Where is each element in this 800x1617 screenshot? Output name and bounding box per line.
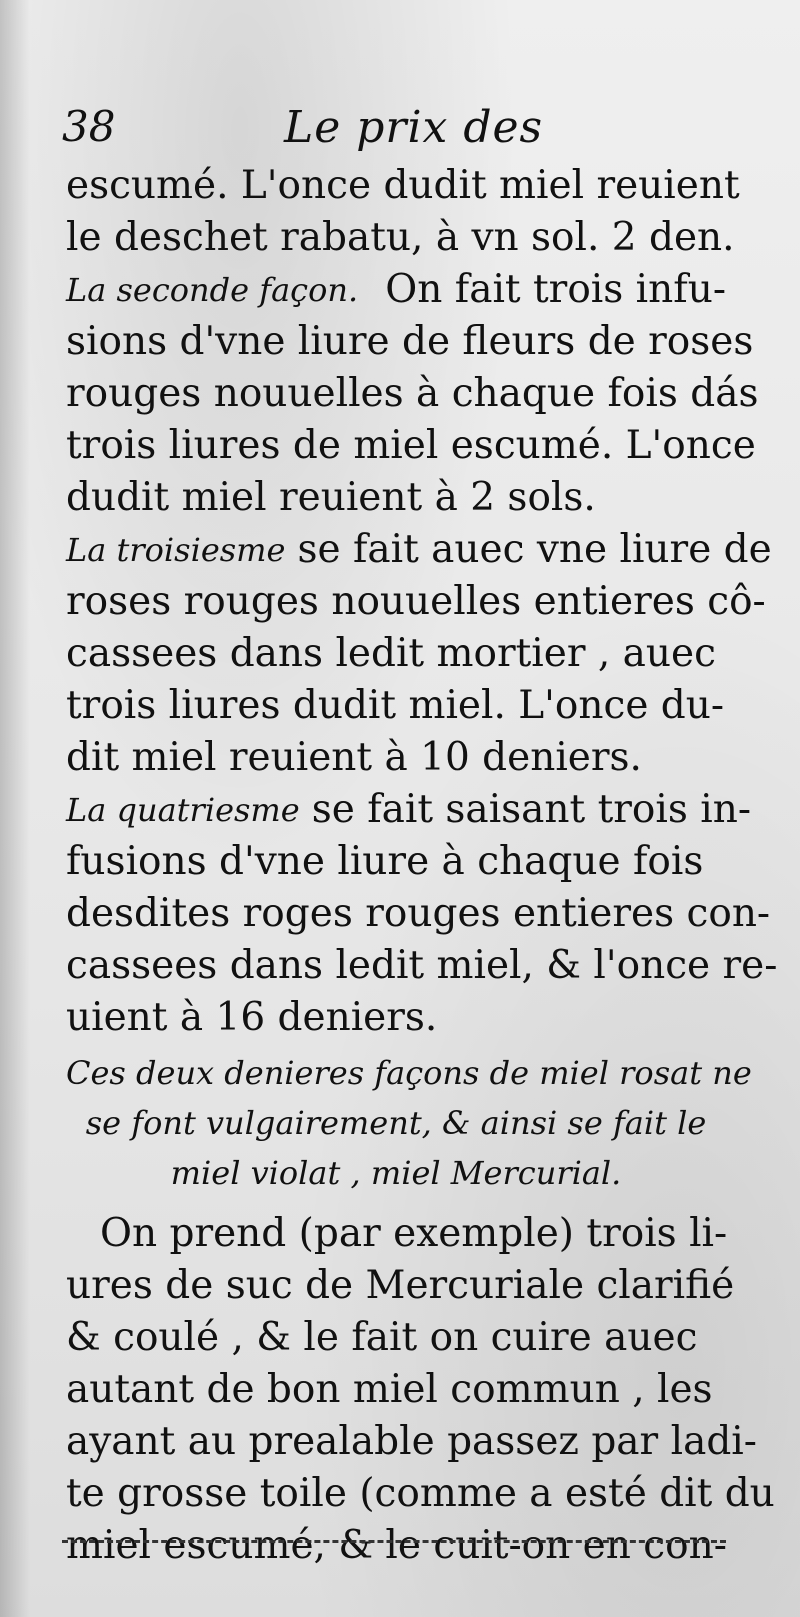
text-line-rest: On fait trois infu-: [385, 267, 726, 312]
text-line: sions d'vne liure de fleurs de roses: [66, 319, 754, 364]
main-text: [66, 160, 778, 1572]
text-line: ures de suc de Mercuriale clarifié: [66, 1263, 735, 1308]
bottom-dashed-rule: [62, 1540, 726, 1543]
text-line: rouges nouuelles à chaque fois dás: [66, 371, 759, 416]
running-head: Le prix des: [284, 102, 544, 153]
text-line: [66, 264, 726, 316]
text-line: trois liures de miel escumé. L'once: [66, 423, 756, 468]
text-line: [66, 784, 752, 836]
text-line: roses rouges nouuelles entieres cô-: [66, 579, 766, 624]
text-line: dit miel reuient à 10 deniers.: [66, 735, 642, 780]
text-line: trois liures dudit miel. L'once du-: [66, 683, 725, 728]
page-number: 38: [62, 102, 116, 151]
italic-lead: La quatriesme: [66, 791, 300, 829]
text-line: cassees dans ledit mortier , auec: [66, 631, 716, 676]
text-line: uient à 16 deniers.: [66, 995, 438, 1040]
text-line: [66, 524, 772, 576]
text-line: escumé. L'once dudit miel reuient: [66, 163, 740, 208]
text-line: autant de bon miel commun , les: [66, 1367, 713, 1412]
page-header: [62, 102, 722, 158]
italic-note: [66, 1048, 752, 1198]
text-line-rest: se fait auec vne liure de: [297, 527, 772, 572]
italic-lead: La seconde façon.: [66, 271, 359, 309]
text-line: dudit miel reuient à 2 sols.: [66, 475, 596, 520]
text-line: fusions d'vne liure à chaque fois: [66, 839, 704, 884]
text-line: le deschet rabatu, à vn sol. 2 den.: [66, 215, 735, 260]
note-line: miel violat , miel Mercurial.: [170, 1154, 622, 1192]
note-line: Ces deux denieres façons de miel rosat ne: [66, 1054, 752, 1092]
text-line: ayant au prealable passez par ladi-: [66, 1419, 757, 1464]
italic-lead: La troisiesme: [66, 531, 286, 569]
text-line: & coulé , & le fait on cuire auec: [66, 1315, 698, 1360]
text-line-rest: se fait saisant trois in-: [311, 787, 752, 832]
page-gutter-shadow: [0, 0, 30, 1617]
text-line: te grosse toile (comme a esté dit du: [66, 1471, 775, 1516]
text-line: desdites roges rouges entieres con-: [66, 891, 771, 936]
text-line: miel escumé, & le cuit-on en con-: [66, 1523, 727, 1568]
text-line: cassees dans ledit miel, & l'once re-: [66, 943, 778, 988]
note-line: se font vulgairement, & ainsi se fait le: [85, 1104, 707, 1142]
text-line: On prend (par exemple) trois li-: [100, 1211, 728, 1256]
paragraph: [66, 1208, 775, 1572]
